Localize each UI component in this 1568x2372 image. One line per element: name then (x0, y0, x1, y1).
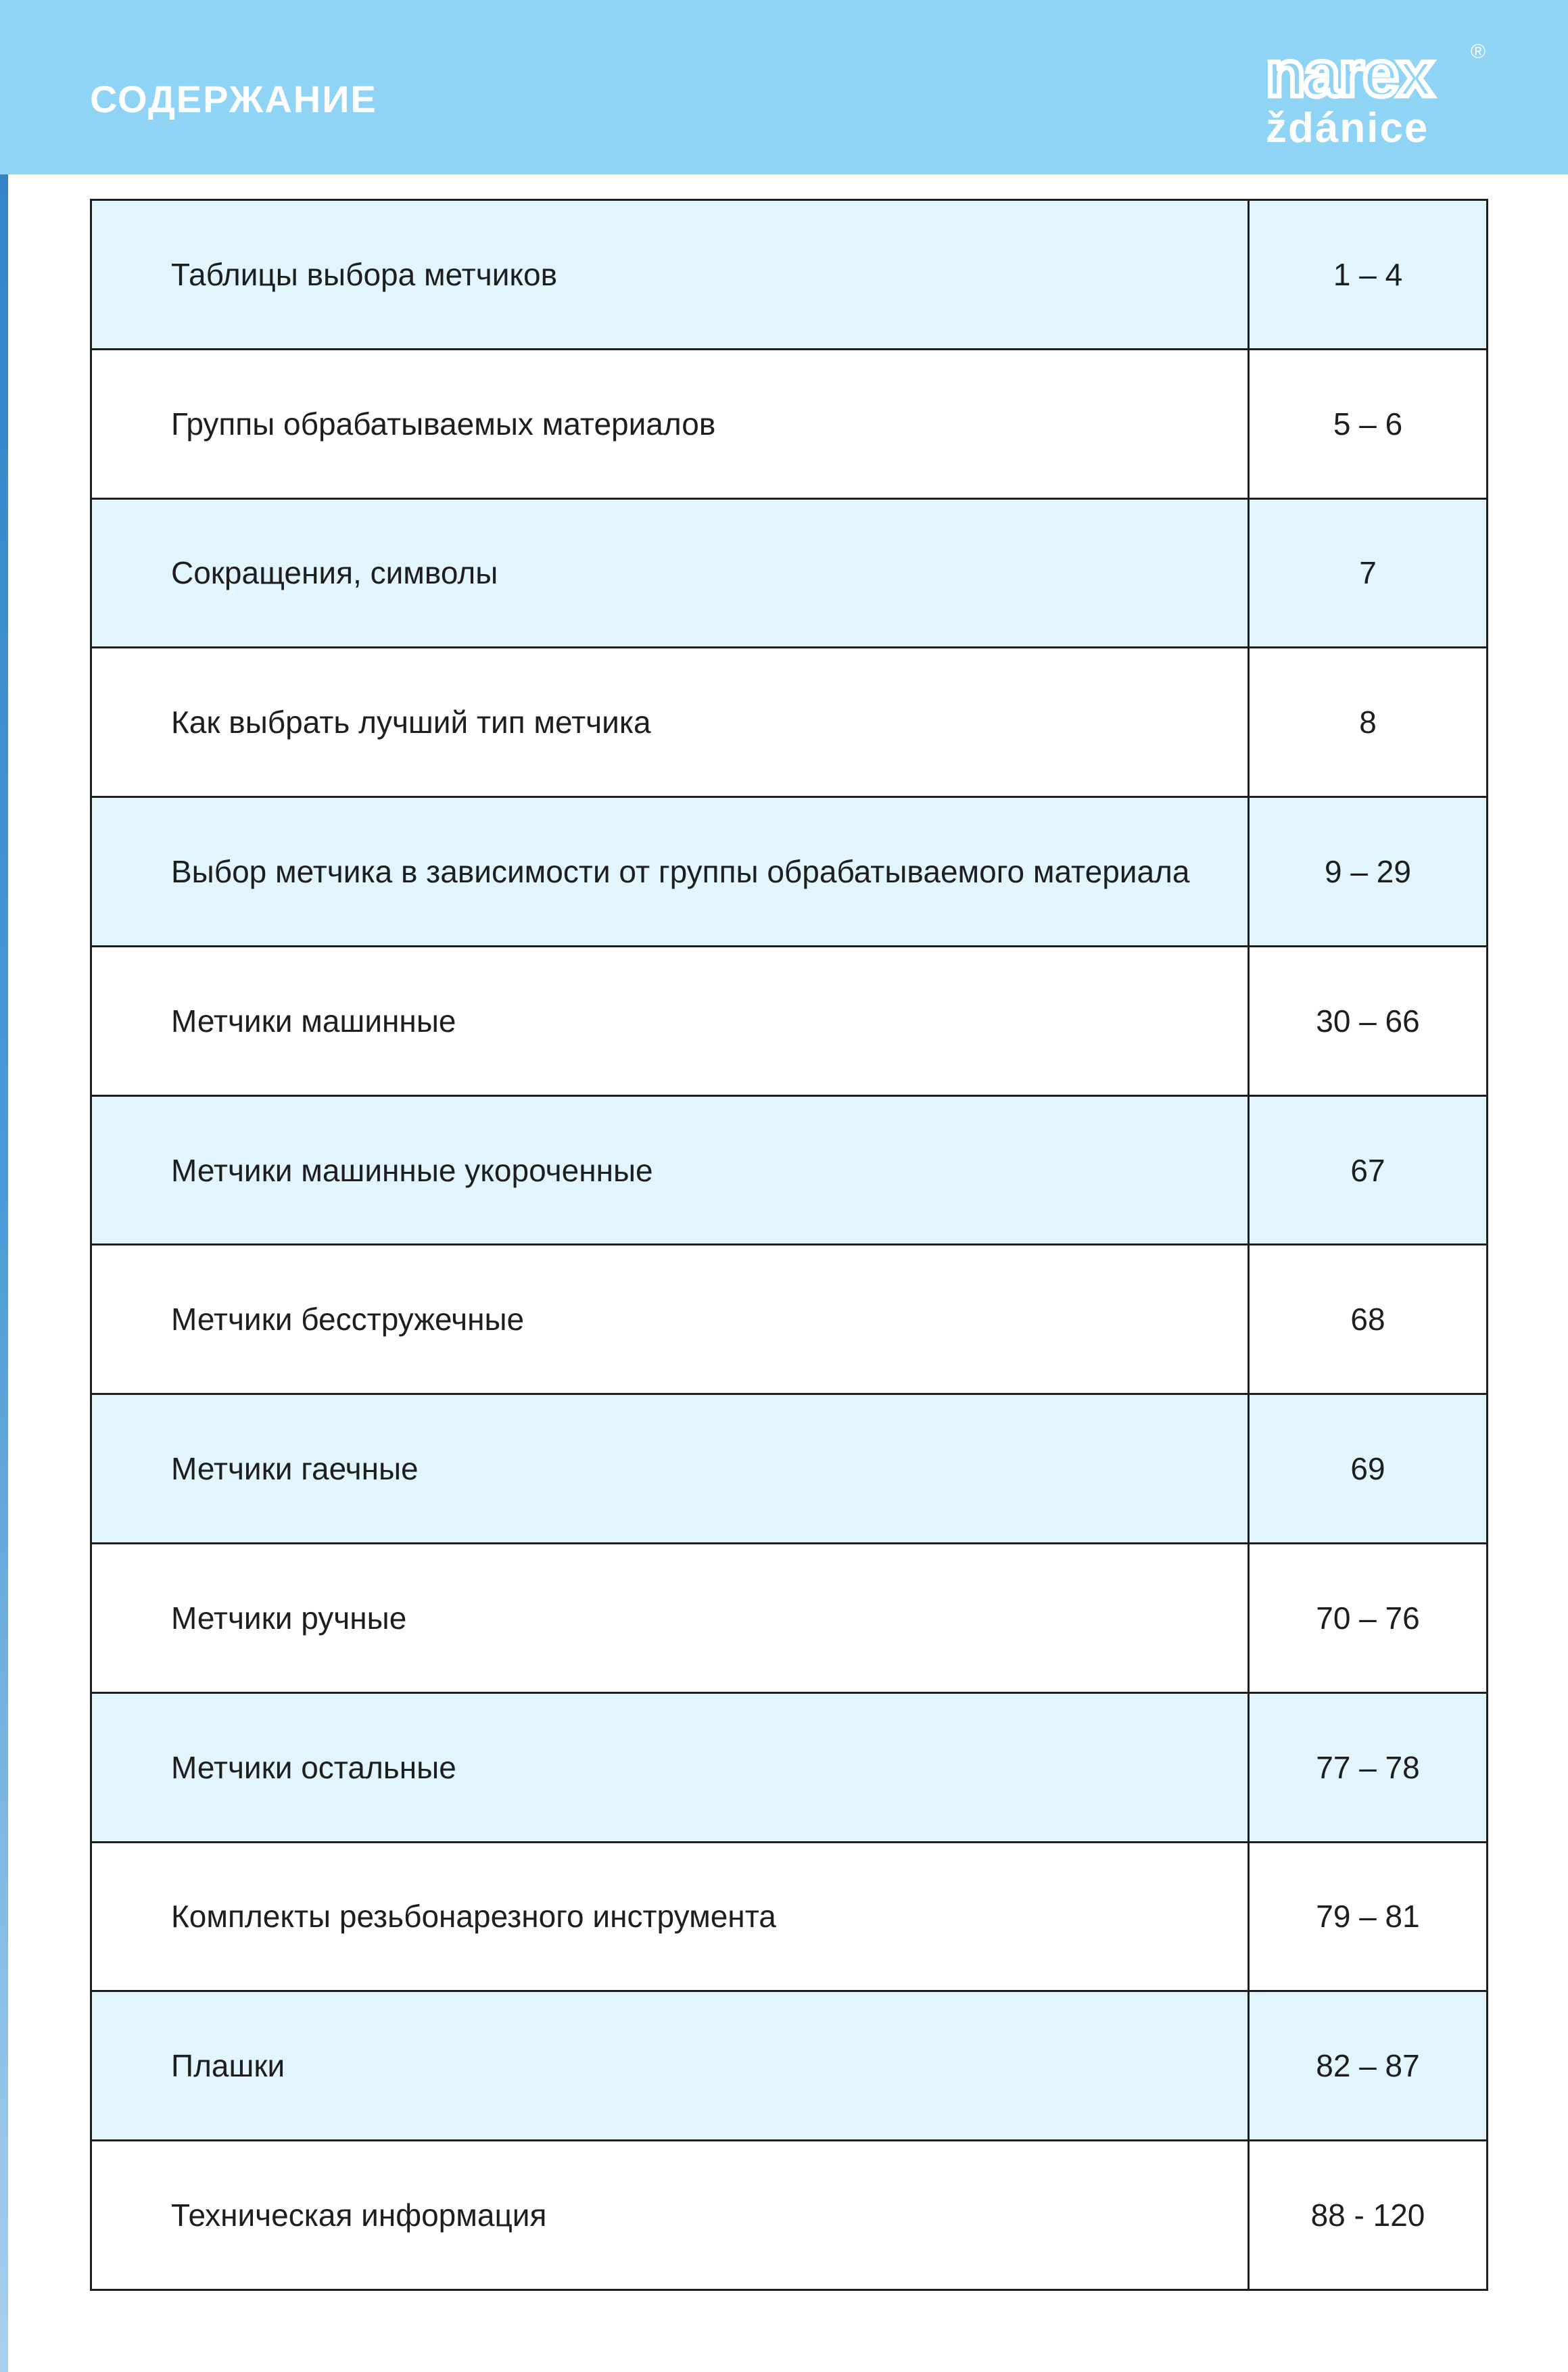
page-header (0, 0, 1568, 174)
toc-entry-pages: 82 – 87 (1249, 1991, 1488, 2141)
toc-entry-pages: 7 (1249, 498, 1488, 648)
left-edge-strip (0, 0, 8, 2372)
toc-row (91, 1245, 1488, 1394)
toc-entry-pages: 8 (1249, 648, 1488, 797)
toc-entry-title: Метчики ручные (91, 1544, 1249, 1693)
toc-row (91, 797, 1488, 947)
toc-entry-title: Метчики остальные (91, 1692, 1249, 1842)
toc-row (91, 1095, 1488, 1245)
toc-entry-title: Метчики машинные укороченные (91, 1095, 1249, 1245)
toc-row (91, 648, 1488, 797)
contents-table (90, 199, 1488, 2291)
toc-row (91, 2141, 1488, 2290)
toc-entry-title: Таблицы выбора метчиков (91, 200, 1249, 350)
toc-entry-pages: 77 – 78 (1249, 1692, 1488, 1842)
toc-entry-pages: 5 – 6 (1249, 349, 1488, 498)
toc-entry-pages: 69 (1249, 1394, 1488, 1544)
toc-entry-pages: 70 – 76 (1249, 1544, 1488, 1693)
page-title: СОДЕРЖАНИЕ (90, 78, 377, 120)
toc-entry-pages: 88 - 120 (1249, 2141, 1488, 2290)
toc-row (91, 200, 1488, 350)
toc-entry-title: Плашки (91, 1991, 1249, 2141)
toc-entry-pages: 68 (1249, 1245, 1488, 1394)
logo-registered-mark: ® (1471, 41, 1486, 63)
toc-entry-pages: 30 – 66 (1249, 946, 1488, 1095)
toc-row (91, 1842, 1488, 1991)
toc-entry-pages: 67 (1249, 1095, 1488, 1245)
contents-table-body (91, 200, 1488, 2290)
toc-entry-title: Метчики бесстружечные (91, 1245, 1249, 1394)
toc-entry-title: Группы обрабатываемых материалов (91, 349, 1249, 498)
narex-logo (1264, 41, 1494, 156)
toc-row (91, 1544, 1488, 1693)
logo-line1: narex (1266, 41, 1433, 110)
logo-line2: ždánice (1266, 105, 1429, 151)
toc-row (91, 1692, 1488, 1842)
toc-entry-pages: 79 – 81 (1249, 1842, 1488, 1991)
toc-entry-title: Комплекты резьбонарезного инструмента (91, 1842, 1249, 1991)
toc-row (91, 1394, 1488, 1544)
toc-entry-title: Выбор метчика в зависимости от группы обрабатываемого материала (91, 797, 1249, 947)
toc-entry-title: Сокращения, символы (91, 498, 1249, 648)
toc-entry-title: Метчики гаечные (91, 1394, 1249, 1544)
toc-row (91, 1991, 1488, 2141)
toc-row (91, 498, 1488, 648)
toc-entry-title: Метчики машинные (91, 946, 1249, 1095)
toc-entry-pages: 9 – 29 (1249, 797, 1488, 947)
toc-row (91, 946, 1488, 1095)
toc-entry-title: Техническая информация (91, 2141, 1249, 2290)
toc-entry-title: Как выбрать лучший тип метчика (91, 648, 1249, 797)
toc-row (91, 349, 1488, 498)
toc-entry-pages: 1 – 4 (1249, 200, 1488, 350)
